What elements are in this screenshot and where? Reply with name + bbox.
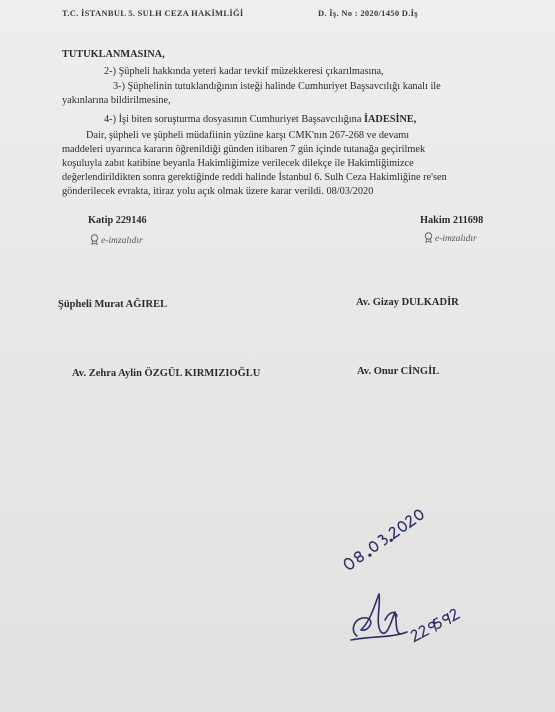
clerk-signature: Katip 229146 — [88, 215, 147, 226]
seal-icon — [424, 232, 433, 243]
decision-item-3-line1: 3-) Şüphelinin tutuklandığının isteği halinde Cumhuriyet Başsavcılığı kanalı ile — [113, 81, 441, 92]
handwritten-date — [330, 490, 450, 580]
lawyer-name: Av. Gizay DULKADİR — [356, 297, 459, 308]
esign-label: e-imzalıdır — [435, 234, 477, 244]
decision-item-3 — [113, 80, 501, 94]
handwritten-signature — [345, 578, 475, 658]
decision-item-4-text: 4-) İşi biten soruşturma dosyasının Cumhuriyet Başsavcılığına — [104, 114, 364, 125]
paragraph-line: koşuluyla zabıt katibine beyanla Hakimliğimize verilecek dilekçe ile Hakimliğimizce — [62, 158, 414, 169]
lawyer-name: Av. Onur CİNGİL — [357, 366, 440, 377]
decision-item-4-bold: İADESİNE, — [363, 114, 417, 125]
seal-icon — [90, 234, 99, 245]
judge-esign — [424, 228, 477, 246]
clerk-esign — [90, 230, 143, 248]
judge-signature: Hakim 211698 — [420, 215, 484, 226]
decision-item-2: 2-) Şüpheli hakkında yeteri kadar tevkif müzekkeresi çıkarılmasına, — [104, 66, 384, 77]
esign-label: e-imzalıdır — [101, 236, 143, 246]
paragraph-line: Dair, şüpheli ve şüpheli müdafiinin yüzüne karşı CMK'nın 267-268 ve devamı — [86, 130, 410, 141]
court-header: T.C. İSTANBUL 5. SULH CEZA HAKİMLİĞİ — [62, 8, 244, 18]
decision-item-3-cont: yakınlarına bildirilmesine, — [62, 95, 171, 106]
lawyer-name: Av. Zehra Aylin ÖZGÜL KIRMIZIOĞLU — [72, 368, 261, 379]
paragraph-line: gönderilecek evrakta, itiraz yolu açık olmak üzere karar verildi. 08/03/2020 — [62, 186, 374, 197]
suspect-name: Şüpheli Murat AĞIREL — [58, 299, 168, 310]
paragraph-line: maddeleri uyarınca kararın öğrenildiği günden itibaren 7 gün içinde tutanağa geçirilmek — [62, 144, 426, 155]
case-number: D. İş. No : 2020/1450 D.İş — [318, 8, 418, 18]
decision-heading: TUTUKLANMASINA, — [62, 49, 165, 60]
decision-item-4 — [104, 113, 416, 127]
paragraph-line: değerlendirildikten sonra gerektiğinde reddi halinde İstanbul 6. Sulh Ceza Hakimliğine re'sen — [62, 172, 447, 183]
